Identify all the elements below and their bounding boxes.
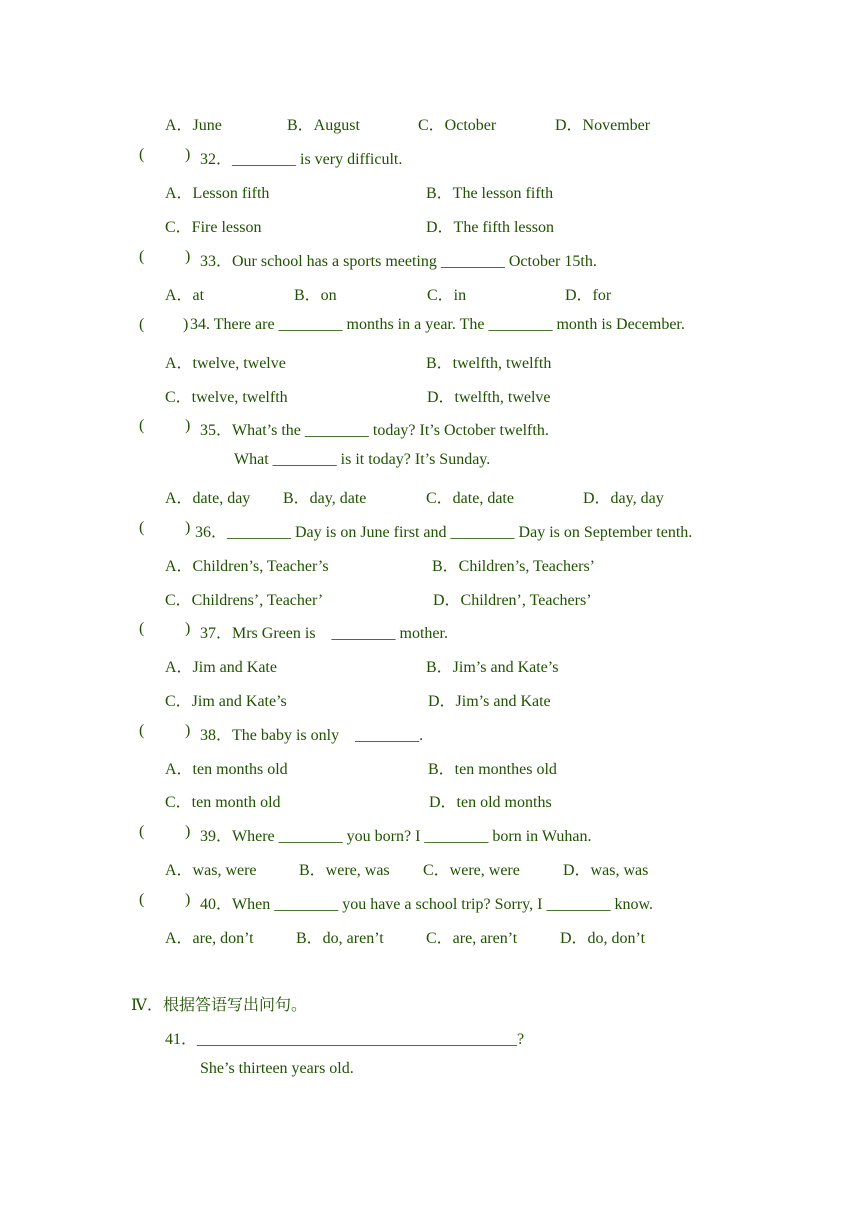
answer-paren-open: ( <box>139 316 145 333</box>
option-c: C．are, aren’t <box>426 930 518 947</box>
option-c: C．ten month old <box>165 794 281 811</box>
q31-option-c: C．October <box>418 117 497 134</box>
answer-paren-close: ) <box>185 823 191 840</box>
option-c: C．Fire lesson <box>165 219 262 236</box>
option-a: A．at <box>165 287 205 304</box>
option-a: A．Lesson fifth <box>165 185 270 202</box>
option-a: A．was, were <box>165 862 257 879</box>
option-d: D．do, don’t <box>560 930 646 947</box>
option-c: C．twelve, twelfth <box>165 389 288 406</box>
question-stem: 35．What’s the ________ today? It’s October twelfth. <box>200 422 549 439</box>
option-b: B．Children’s, Teachers’ <box>432 558 595 575</box>
option-c: C．were, were <box>423 862 520 879</box>
option-b: B．were, was <box>299 862 390 879</box>
option-b: B．The lesson fifth <box>426 185 554 202</box>
answer-paren-open: ( <box>139 519 145 536</box>
question-stem: 37．Mrs Green is ________ mother. <box>200 625 448 642</box>
q41-given-answer: She’s thirteen years old. <box>200 1060 354 1077</box>
option-d: D．for <box>565 287 612 304</box>
question-stem: 36．________ Day is on June first and ________ Day is on September tenth. <box>195 524 693 541</box>
option-d: D．was, was <box>563 862 649 879</box>
option-c: C．Jim and Kate’s <box>165 693 287 710</box>
option-b: B．day, date <box>283 490 367 507</box>
answer-paren-close: ) <box>185 146 191 163</box>
option-a: A．Children’s, Teacher’s <box>165 558 329 575</box>
answer-paren-open: ( <box>139 620 145 637</box>
option-a: A．Jim and Kate <box>165 659 277 676</box>
answer-paren-close: ) <box>185 891 191 908</box>
option-c: C．Childrens’, Teacher’ <box>165 592 324 609</box>
question-stem: 33．Our school has a sports meeting ________ October 15th. <box>200 253 597 270</box>
q41-answer-line: 41．________________________________________? <box>165 1031 525 1048</box>
answer-paren-open: ( <box>139 722 145 739</box>
answer-paren-open: ( <box>139 417 145 434</box>
q31-option-b: B．August <box>287 117 360 134</box>
option-d: D．ten old months <box>429 794 552 811</box>
answer-paren-close: ) <box>183 316 189 333</box>
option-d: D．Children’, Teachers’ <box>433 592 592 609</box>
q31-option-d: D．November <box>555 117 651 134</box>
section-heading: Ⅳ．根据答语写出问句。 <box>131 997 307 1014</box>
option-a: A．twelve, twelve <box>165 355 286 372</box>
answer-paren-close: ) <box>185 519 191 536</box>
answer-paren-close: ) <box>185 722 191 739</box>
question-stem-second-line: What ________ is it today? It’s Sunday. <box>234 451 491 468</box>
question-stem: 40．When ________ you have a school trip? Sorry, I ________ know. <box>200 896 653 913</box>
option-a: A．are, don’t <box>165 930 254 947</box>
option-b: B．on <box>294 287 337 304</box>
option-c: C．date, date <box>426 490 514 507</box>
answer-paren-open: ( <box>139 891 145 908</box>
option-d: D．Jim’s and Kate <box>428 693 551 710</box>
option-a: A．ten months old <box>165 761 288 778</box>
option-c: C．in <box>427 287 467 304</box>
question-stem: 32．________ is very difficult. <box>200 151 403 168</box>
answer-paren-open: ( <box>139 248 145 265</box>
question-stem: 39．Where ________ you born? I ________ born in Wuhan. <box>200 828 592 845</box>
option-a: A．date, day <box>165 490 251 507</box>
answer-paren-close: ) <box>185 417 191 434</box>
option-d: D．day, day <box>583 490 664 507</box>
option-b: B．do, aren’t <box>296 930 384 947</box>
option-d: D．twelfth, twelve <box>427 389 551 406</box>
option-b: B．twelfth, twelfth <box>426 355 552 372</box>
answer-paren-open: ( <box>139 146 145 163</box>
q31-option-a: A．June <box>165 117 222 134</box>
question-stem: 34. There are ________ months in a year. The ________ month is December. <box>190 316 685 333</box>
option-b: B．ten monthes old <box>428 761 557 778</box>
option-b: B．Jim’s and Kate’s <box>426 659 559 676</box>
answer-paren-close: ) <box>185 248 191 265</box>
question-stem: 38．The baby is only ________. <box>200 727 424 744</box>
answer-paren-open: ( <box>139 823 145 840</box>
option-d: D．The fifth lesson <box>426 219 554 236</box>
answer-paren-close: ) <box>185 620 191 637</box>
